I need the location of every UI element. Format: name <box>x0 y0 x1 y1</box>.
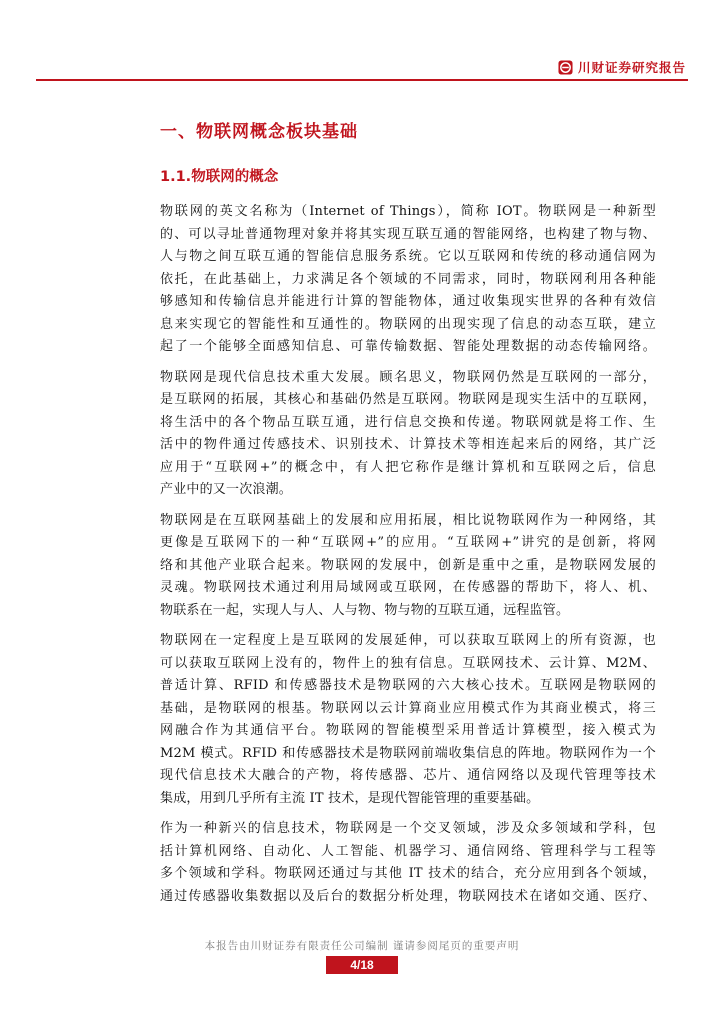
text-line: 物联系在一起，实现人与人、人与物、物与物的互联互通，远程监管。 <box>160 602 570 618</box>
page-number: 4/18 <box>326 956 398 974</box>
text-line: 络和其他产业联合起来。物联网的发展中，创新是重中之重，是物联网发展的 <box>160 557 656 573</box>
text-line: 产业中的又一次浪潮。 <box>160 482 293 497</box>
text-line: 将生活中的各个物品互联互通，进行信息交换和传递。物联网就是将工作、生 <box>160 414 656 430</box>
text-line: 多个领域和学科。物联网还通过与其他 IT 技术的结合，充分应用到各个领域， <box>160 866 656 881</box>
subsection-heading: 1.1.物联网的概念 <box>160 169 279 185</box>
body-text <box>160 201 656 916</box>
paragraph <box>160 818 656 908</box>
text-line: 物联网在一定程度上是互联网的发展延伸，可以获取互联网上的所有资源，也 <box>160 633 656 648</box>
text-line: 起了一个能够全面感知信息、可靠传输数据、智能处理数据的动态传输网络。 <box>160 339 656 354</box>
section-heading: 一、物联网概念板块基础 <box>160 122 358 142</box>
brand-name: 川财证券研究报告 <box>577 60 686 75</box>
paragraph <box>160 630 656 810</box>
text-line: M2M 模式。RFID 和传感器技术是物联网前端收集信息的阵地。物联网作为一个 <box>160 745 656 761</box>
paragraph <box>160 510 656 623</box>
text-line: 基础，是物联网的根基。物联网以云计算商业应用模式作为其商业模式，将三 <box>160 700 656 716</box>
text-line: 可以获取互联网上没有的，物件上的独有信息。互联网技术、云计算、M2M、 <box>160 655 656 671</box>
text-line: 网融合作为其通信平台。物联网的智能模型采用普适计算模型，接入模式为 <box>160 723 656 738</box>
text-line: 更像是互联网下的一种“互联网+”的应用。“互联网+”讲究的是创新，将网 <box>160 535 656 550</box>
text-line: 活中的物件通过传感技术、识别技术、计算技术等相连起来后的网络，其广泛 <box>160 437 656 452</box>
text-line: 现代信息技术大融合的产物，将传感器、芯片、通信网络以及现代管理等技术 <box>160 768 656 783</box>
text-line: 的、可以寻址普通物理对象并将其实现互联互通的智能网络，也构建了物与物、 <box>160 226 656 242</box>
header-divider <box>36 79 688 81</box>
text-line: 依托，在此基础上，力求满足各个领域的不同需求，同时，物联网利用各种能 <box>160 271 656 287</box>
text-line: 集成，用到几乎所有主流 IT 技术，是现代智能管理的重要基础。 <box>160 790 540 806</box>
text-line: 息来实现它的智能性和互通性的。物联网的出现实现了信息的动态互联，建立 <box>160 316 656 332</box>
text-line: 括计算机网络、自动化、人工智能、机器学习、通信网络、管理科学与工程等 <box>160 843 656 859</box>
paragraph <box>160 367 656 502</box>
text-line: 普适计算、RFID 和传感器技术是物联网的六大核心技术。互联网是物联网的 <box>160 678 656 693</box>
text-line: 通过传感器收集数据以及后台的数据分析处理，物联网技术在诸如交通、医疗、 <box>160 888 656 904</box>
paragraph <box>160 201 656 359</box>
text-line: 是互联网的拓展，其核心和基础仍然是互联网。物联网是现实生活中的互联网， <box>160 392 656 407</box>
chuancai-logo-icon <box>558 60 573 75</box>
text-line: 够感知和传输信息并能进行计算的智能物体，通过收集现实世界的各种有效信 <box>160 294 656 309</box>
page-header <box>36 48 688 84</box>
text-line: 灵魂。物联网技术通过利用局域网或互联网，在传感器的帮助下，将人、机、 <box>160 580 656 595</box>
footer-disclaimer: 本报告由川财证券有限责任公司编制 谨请参阅尾页的重要声明 <box>204 940 520 952</box>
text-line: 人与物之间互联互通的智能信息服务系统。它以互联网和传统的移动通信网为 <box>160 249 656 264</box>
text-line: 物联网是现代信息技术重大发展。顾名思义，物联网仍然是互联网的一部分， <box>160 369 656 385</box>
text-line: 物联网是在互联网基础上的发展和应用拓展，相比说物联网作为一种网络，其 <box>160 512 656 528</box>
text-line: 应用于“互联网+”的概念中，有人把它称作是继计算机和互联网之后，信息 <box>160 459 656 475</box>
text-line: 作为一种新兴的信息技术，物联网是一个交叉领域，涉及众多领域和学科，包 <box>160 821 656 836</box>
text-line: 物联网的英文名称为（Internet of Things），简称 IOT。物联网是一种新型 <box>160 204 656 219</box>
brand <box>558 58 686 76</box>
